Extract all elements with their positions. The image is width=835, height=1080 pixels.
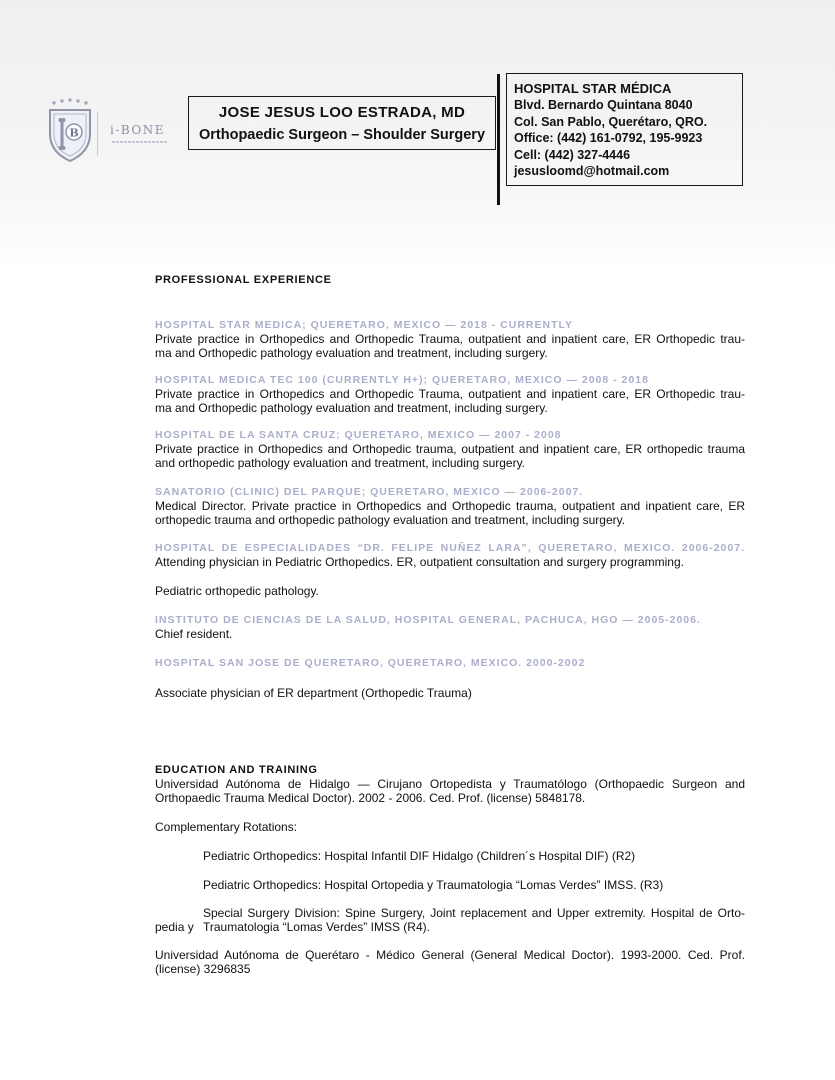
header-vertical-rule: [497, 74, 500, 205]
entry-description-line: Medical Director. Private practice in Orthopedics and Orthopedic trauma, outpatient and inpatient care, ER: [155, 499, 745, 513]
contact-box: [506, 73, 743, 186]
rotation-line: Pediatric Orthopedics: Hospital Infantil DIF Hidalgo (Children´s Hospital DIF) (R2): [203, 849, 636, 863]
experience-entry-description: [155, 686, 745, 700]
contact-address-line1: Blvd. Bernardo Quintana 8040: [514, 98, 693, 113]
education-general-degree: [155, 948, 745, 976]
entry-note: [155, 584, 745, 598]
rotation-line: Traumatologia “Lomas Verdes” IMSS (R4).: [203, 920, 430, 934]
entry-title: HOSPITAL SAN JOSE DE QUERETARO, QUERETARO, MEXICO. 2000-2002: [155, 657, 586, 669]
experience-entry: [155, 485, 745, 527]
doctor-specialty: Orthopaedic Surgeon – Shoulder Surgery: [198, 127, 486, 143]
entry-title: SANATORIO (CLINIC) DEL PARQUE; QUERETARO, MEXICO — 2006-2007.: [155, 486, 584, 498]
i-bone-logo-shield-icon: [44, 98, 96, 164]
experience-entry: [155, 428, 745, 470]
experience-entry: [155, 373, 745, 415]
rotation-line-wrapped: [155, 920, 745, 934]
entry-description-line: Private practice in Orthopedics and Orthopedic Trauma, outpatient and inpatient care, ER Orthopedic trau-: [155, 332, 745, 346]
entry-title: INSTITUTO DE CIENCIAS DE LA SALUD, HOSPITAL GENERAL, PACHUCA, HGO — 2005-2006.: [155, 614, 701, 626]
entry-description-line: Associate physician of ER department (Orthopedic Trauma): [155, 686, 472, 700]
section-heading-education: EDUCATION AND TRAINING: [155, 764, 318, 776]
name-box: [188, 96, 496, 150]
logo-divider: [97, 112, 98, 156]
rotations-label: Complementary Rotations:: [155, 820, 298, 834]
education-section: [155, 763, 745, 805]
entry-description-line: Private practice in Orthopedics and Orthopedic trauma, outpatient and inpatient care, ER orthopedic trauma: [155, 442, 745, 456]
entry-description-line: ma and Orthopedic pathology evaluation and treatment, including surgery.: [155, 346, 548, 360]
education-line: Universidad Autónoma de Querétaro - Médico General (General Medical Doctor). 1993-2000. Ced. Prof.: [155, 948, 745, 962]
logo-tagline-mark: [112, 141, 168, 143]
entry-title: HOSPITAL DE LA SANTA CRUZ; QUERETARO, MEXICO — 2007 - 2008: [155, 429, 562, 441]
rotation-item: [155, 906, 745, 934]
contact-email: jesusloomd@hotmail.com: [514, 164, 670, 179]
education-line: (license) 3296835: [155, 962, 251, 976]
section-heading-experience: PROFESSIONAL EXPERIENCE: [155, 274, 332, 286]
entry-description-line: Attending physician in Pediatric Orthopedics. ER, outpatient consultation and surgery programming.: [155, 555, 684, 569]
entry-title: HOSPITAL STAR MEDICA; QUERETARO, MEXICO — 2018 - CURRENTLY: [155, 319, 573, 331]
entry-description-line: orthopedic trauma and orthopedic pathology evaluation and treatment, including surgery.: [155, 513, 626, 527]
education-line: Orthopaedic Trauma Medical Doctor). 2002 - 2006. Ced. Prof. (license) 5848178.: [155, 791, 586, 805]
contact-address-line2: Col. San Pablo, Querétaro, QRO.: [514, 114, 708, 129]
rotation-item: [203, 849, 745, 863]
entry-description-line: and orthopedic pathology evaluation and treatment, including surgery.: [155, 456, 526, 470]
contact-hospital: HOSPITAL STAR MÉDICA: [514, 81, 672, 96]
rotation-item: [203, 878, 745, 892]
logo-brand-text: i-BONE: [110, 123, 166, 137]
experience-entry-title-block: [155, 656, 745, 670]
entry-title: HOSPITAL DE ESPECIALIDADES “DR. FELIPE NUÑEZ LARA”, QUERETARO, MEXICO. 2006-2007.: [155, 542, 745, 554]
rotation-line: Pediatric Orthopedics: Hospital Ortopedia y Traumatologia “Lomas Verdes” IMSS. (R3): [203, 878, 664, 892]
experience-entry: [155, 318, 745, 360]
rotation-line: Special Surgery Division: Spine Surgery, Joint replacement and Upper extremity. Hospital de Orto-: [203, 906, 745, 920]
entry-description-line: Chief resident.: [155, 627, 233, 641]
experience-entry: [155, 613, 745, 641]
doctor-name: JOSE JESUS LOO ESTRADA, MD: [218, 104, 466, 121]
contact-office-phone: Office: (442) 161-0792, 195-9923: [514, 131, 703, 146]
entry-title: HOSPITAL MEDICA TEC 100 (CURRENTLY H+); QUERETARO, MEXICO — 2008 - 2018: [155, 374, 649, 386]
logo-monogram: B: [69, 126, 79, 140]
education-line: Universidad Autónoma de Hidalgo — Cirujano Ortopedista y Traumatólogo (Orthopaedic Surgeon and: [155, 777, 745, 791]
rotation-overhang-text: pedia y: [155, 920, 194, 934]
rotations-label-block: [155, 820, 745, 834]
entry-description-line: ma and Orthopedic pathology evaluation and treatment, including surgery.: [155, 401, 548, 415]
experience-entry: [155, 541, 745, 569]
entry-note-text: Pediatric orthopedic pathology.: [155, 584, 319, 598]
entry-description-line: Private practice in Orthopedics and Orthopedic Trauma, outpatient and inpatient care, ER Orthopedic trau-: [155, 387, 745, 401]
contact-cell-phone: Cell: (442) 327-4446: [514, 147, 631, 162]
